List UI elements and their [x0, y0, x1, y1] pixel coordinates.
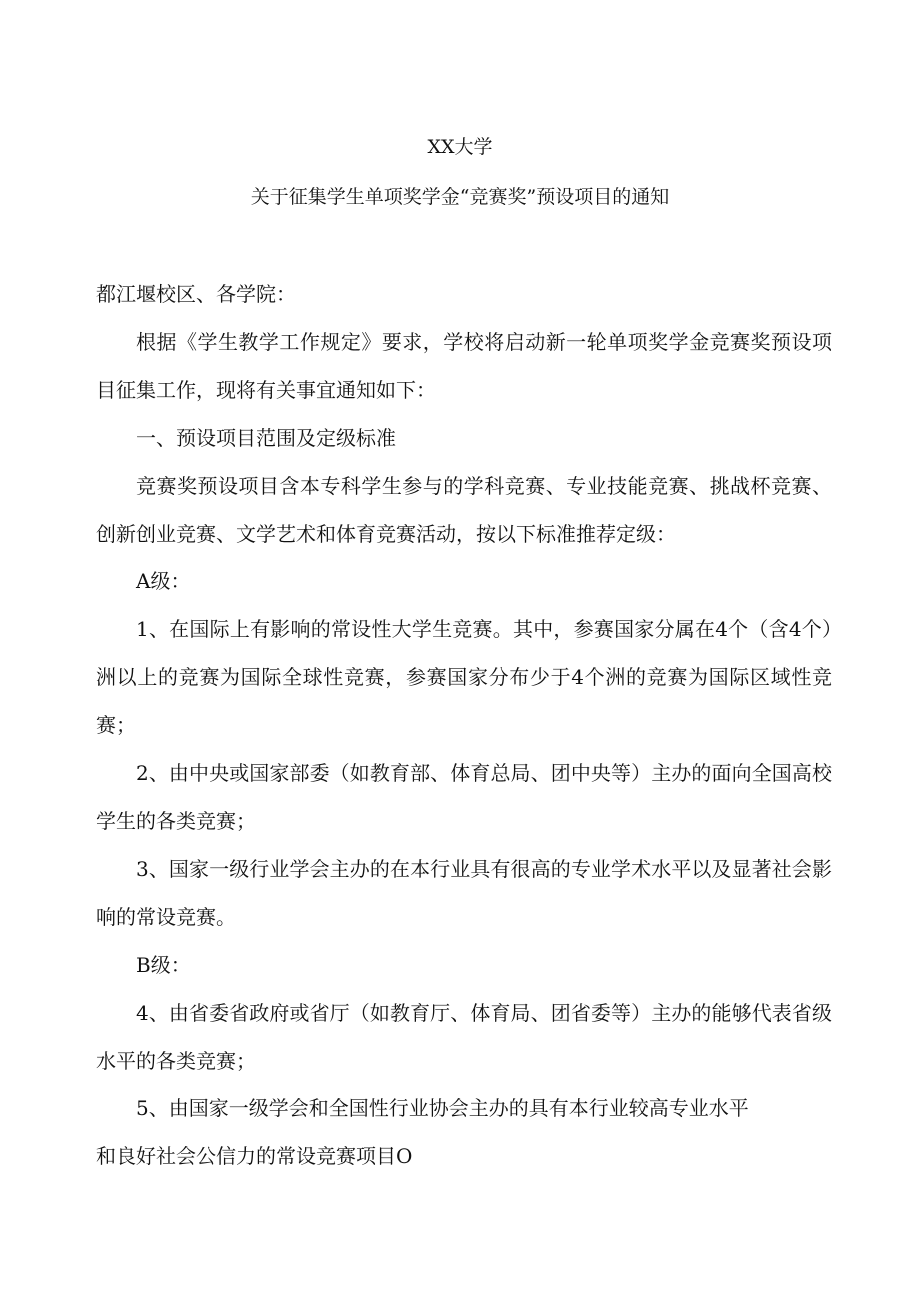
salutation: 都江堰校区、各学院： — [96, 282, 296, 306]
list-item-5-line-1: 5、由国家一级学会和全国性行业协会主办的具有本行业较高专业水平 — [136, 1096, 749, 1121]
document-body — [96, 271, 832, 1181]
list-item-4: 4、由省委省政府或省厅（如教育厅、体育局、团省委等）主办的能够代表省级水平的各类竞赛； — [96, 1000, 832, 1073]
section-paragraph: 竞赛奖预设项目含本专科学生参与的学科竞赛、专业技能竞赛、挑战杯竞赛、创新创业竞赛、文学艺术和体育竞赛活动，按以下标准推荐定级： — [96, 473, 832, 546]
section-heading: 一、预设项目范围及定级标准 — [136, 425, 396, 450]
list-item-3: 3、国家一级行业学会主办的在本行业具有很高的专业学术水平以及显著社会影响的常设竞赛。 — [96, 856, 832, 929]
document-subtitle: 关于征集学生单项奖学金“竞赛奖”预设项目的通知 — [250, 186, 670, 208]
list-item-5-line-2: 和良好社会公信力的常设竞赛项目O — [96, 1144, 413, 1169]
list-item-1: 1、在国际上有影响的常设性大学生竞赛。其中，参赛国家分属在4个（含4个）洲以上的竞赛为国际全球性竞赛，参赛国家分布少于4个洲的竞赛为国际区域性竞赛； — [96, 617, 832, 738]
document-title: XX大学 — [427, 136, 493, 158]
list-item-2: 2、由中央或国家部委（如教育部、体育总局、团中央等）主办的面向全国高校学生的各类竞赛； — [96, 761, 832, 833]
intro-paragraph: 根据《学生教学工作规定》要求，学校将启动新一轮单项奖学金竞赛奖预设项目征集工作，现将有关事宜通知如下： — [96, 329, 832, 402]
grade-a-heading: A级： — [136, 569, 191, 594]
grade-b-heading: B级： — [136, 952, 191, 977]
